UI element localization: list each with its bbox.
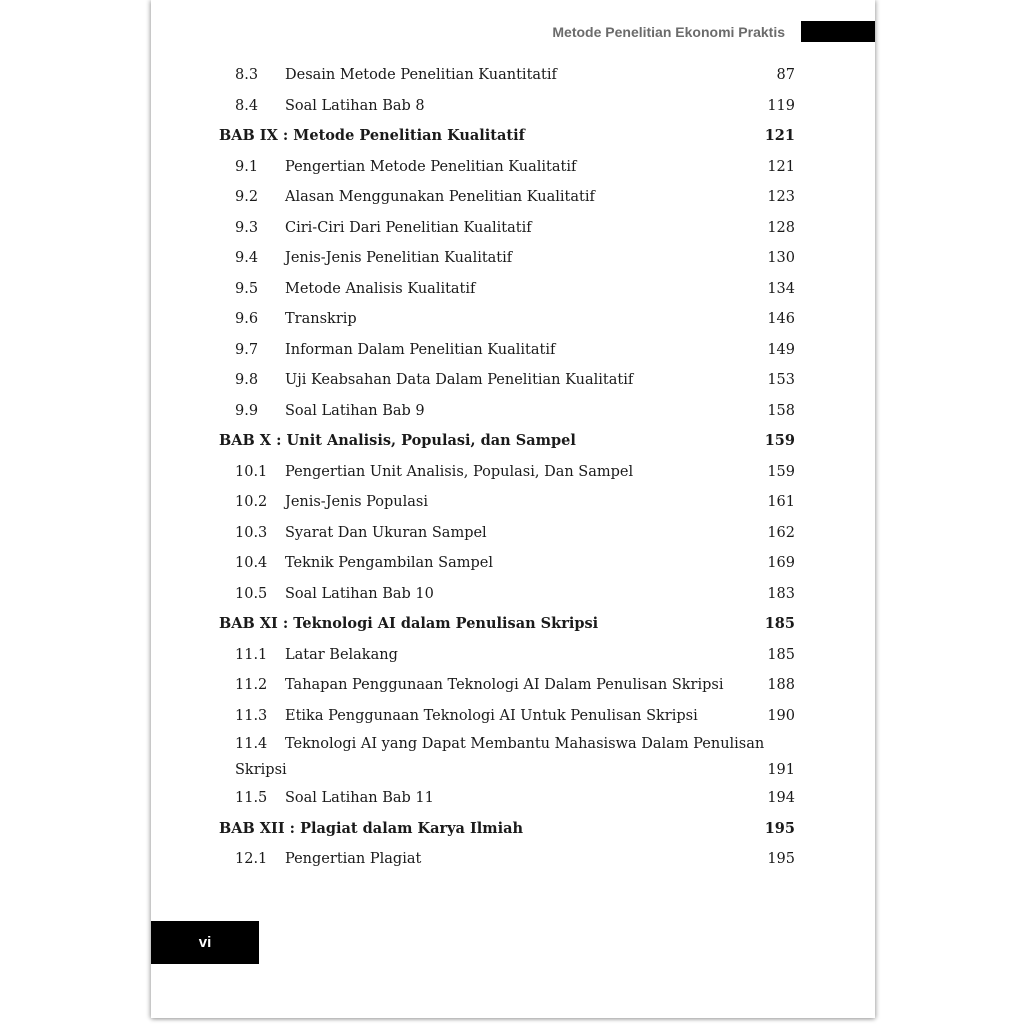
toc-entry[interactable]	[219, 365, 795, 396]
toc-entry-title: Pengertian Unit Analisis, Populasi, Dan Sampel	[285, 463, 634, 480]
toc-entry-title: Tahapan Penggunaan Teknologi AI Dalam Penulisan Skripsi	[285, 677, 724, 693]
toc-entry-page: 149	[767, 341, 795, 358]
toc-entry-number: 9.4	[235, 250, 259, 266]
toc-entry-title: Syarat Dan Ukuran Sampel	[285, 524, 487, 541]
toc-entry-number: 11.4	[235, 736, 268, 752]
toc-entry-title: Alasan Menggunakan Penelitian Kualitatif	[285, 189, 595, 205]
toc-entry-title: Teknik Pengambilan Sampel	[285, 555, 493, 571]
toc-entry[interactable]	[219, 640, 795, 671]
toc-entry-title: Soal Latihan Bab 11	[285, 790, 434, 806]
toc-entry-page: 195	[767, 851, 795, 867]
toc-entry-title: Soal Latihan Bab 10	[285, 585, 434, 602]
toc-entry-page: 194	[767, 790, 795, 806]
toc-entry-number: 9.6	[235, 311, 259, 327]
toc-entry[interactable]	[219, 548, 795, 579]
toc-entry[interactable]	[219, 701, 795, 732]
toc-entry-title: Metode Analisis Kualitatif	[285, 280, 476, 297]
toc-entry-page: 123	[767, 189, 795, 205]
toc-entry-number: 10.2	[235, 494, 268, 510]
toc-entry-number: 9.7	[235, 341, 259, 358]
toc-entry-page: 159	[767, 463, 795, 480]
toc-entry-title: Transkrip	[285, 311, 357, 327]
toc-entry-page: 183	[767, 585, 795, 602]
toc-entry-number: 9.5	[235, 280, 259, 297]
toc-entry-number: 9.3	[235, 219, 259, 236]
toc-entry-title-continued: Skripsi	[235, 762, 287, 778]
toc-entry-number: 9.1	[235, 158, 259, 175]
toc-entry-title: Latar Belakang	[285, 646, 398, 663]
toc-entry[interactable]	[219, 487, 795, 518]
toc-entry-number: 8.4	[235, 97, 259, 114]
toc-entry-number: 11.5	[235, 790, 268, 806]
toc-entry-number: 10.3	[235, 524, 268, 541]
toc-entry[interactable]	[219, 60, 795, 91]
toc-entry-number: 10.1	[235, 463, 268, 480]
toc-entry[interactable]	[219, 243, 795, 274]
toc-entry-page: 128	[767, 219, 795, 236]
toc-chapter-title: BAB XI : Teknologi AI dalam Penulisan Skripsi	[219, 615, 599, 632]
toc-entry-number: 11.1	[235, 646, 268, 663]
toc-entry-number: 8.3	[235, 67, 259, 83]
toc-chapter-title: BAB X : Unit Analisis, Populasi, dan Sampel	[219, 432, 576, 449]
toc-entry-number: 9.8	[235, 372, 259, 388]
toc-entry[interactable]	[219, 579, 795, 610]
toc-entry-number: 10.4	[235, 555, 268, 571]
toc-entry-title: Soal Latihan Bab 9	[285, 402, 425, 419]
toc-entry-page: 119	[767, 97, 795, 114]
toc-entry-page: 161	[767, 494, 795, 510]
toc-chapter-heading[interactable]	[219, 121, 795, 152]
toc-entry-title: Informan Dalam Penelitian Kualitatif	[285, 341, 556, 358]
toc-entry-page: 130	[767, 250, 795, 266]
toc-chapter-heading[interactable]	[219, 814, 795, 845]
toc-entry[interactable]	[219, 457, 795, 488]
toc-chapter-page: 159	[764, 432, 795, 449]
document-page	[151, 0, 875, 1018]
toc-entry-title: Etika Penggunaan Teknologi AI Untuk Penulisan Skripsi	[285, 707, 698, 724]
toc-entry-title: Pengertian Metode Penelitian Kualitatif	[285, 158, 577, 175]
toc-entry-title: Uji Keabsahan Data Dalam Penelitian Kualitatif	[285, 372, 634, 388]
toc-entry[interactable]	[219, 518, 795, 549]
toc-entry-page: 190	[767, 707, 795, 724]
toc-entry-number: 10.5	[235, 585, 268, 602]
header-black-bar	[801, 21, 875, 42]
toc-entry-page: 191	[767, 762, 795, 778]
toc-entry[interactable]	[219, 844, 795, 875]
toc-entry[interactable]	[219, 213, 795, 244]
toc-chapter-heading[interactable]	[219, 426, 795, 457]
toc-entry-number: 9.2	[235, 189, 259, 205]
toc-entry[interactable]	[219, 152, 795, 183]
toc-entry[interactable]	[219, 274, 795, 305]
toc-chapter-page: 195	[764, 819, 795, 837]
toc-entry-page: 121	[767, 158, 795, 175]
toc-entry[interactable]	[219, 182, 795, 213]
toc-chapter-page: 121	[764, 127, 795, 144]
toc-entry-page: 146	[767, 311, 795, 327]
toc-entry-page: 162	[767, 524, 795, 541]
toc-entry-title: Desain Metode Penelitian Kuantitatif	[285, 67, 557, 83]
toc-entry-wrapped[interactable]	[219, 731, 795, 783]
toc-entry[interactable]	[219, 335, 795, 366]
toc-chapter-title: BAB XII : Plagiat dalam Karya Ilmiah	[219, 819, 524, 837]
toc-entry-title: Jenis-Jenis Penelitian Kualitatif	[285, 250, 513, 266]
toc-entry-number: 9.9	[235, 402, 259, 419]
toc-entry-page: 134	[767, 280, 795, 297]
toc-entry-page: 169	[767, 555, 795, 571]
table-of-contents	[219, 60, 795, 875]
toc-chapter-page: 185	[764, 615, 795, 632]
toc-chapter-heading[interactable]	[219, 609, 795, 640]
running-header-title: Metode Penelitian Ekonomi Praktis	[552, 24, 785, 40]
toc-entry-page: 158	[767, 402, 795, 419]
toc-entry-page: 185	[767, 646, 795, 663]
toc-entry-title: Pengertian Plagiat	[285, 851, 422, 867]
toc-entry-number: 12.1	[235, 851, 268, 867]
toc-entry-title: Ciri-Ciri Dari Penelitian Kualitatif	[285, 219, 532, 236]
toc-entry-number: 11.2	[235, 677, 268, 693]
toc-entry-title: Teknologi AI yang Dapat Membantu Mahasiswa Dalam Penulisan	[285, 736, 765, 752]
page-number-badge: vi	[151, 921, 259, 964]
toc-entry-title: Jenis-Jenis Populasi	[285, 494, 429, 510]
toc-entry[interactable]	[219, 304, 795, 335]
toc-entry-page: 153	[767, 372, 795, 388]
toc-entry-number: 11.3	[235, 707, 268, 724]
toc-entry-title: Soal Latihan Bab 8	[285, 97, 425, 114]
toc-entry-page: 188	[767, 677, 795, 693]
toc-entry[interactable]	[219, 783, 795, 814]
toc-chapter-title: BAB IX : Metode Penelitian Kualitatif	[219, 127, 525, 144]
toc-entry[interactable]	[219, 396, 795, 427]
toc-entry[interactable]	[219, 670, 795, 701]
toc-entry-page: 87	[776, 67, 795, 83]
toc-entry[interactable]	[219, 91, 795, 122]
